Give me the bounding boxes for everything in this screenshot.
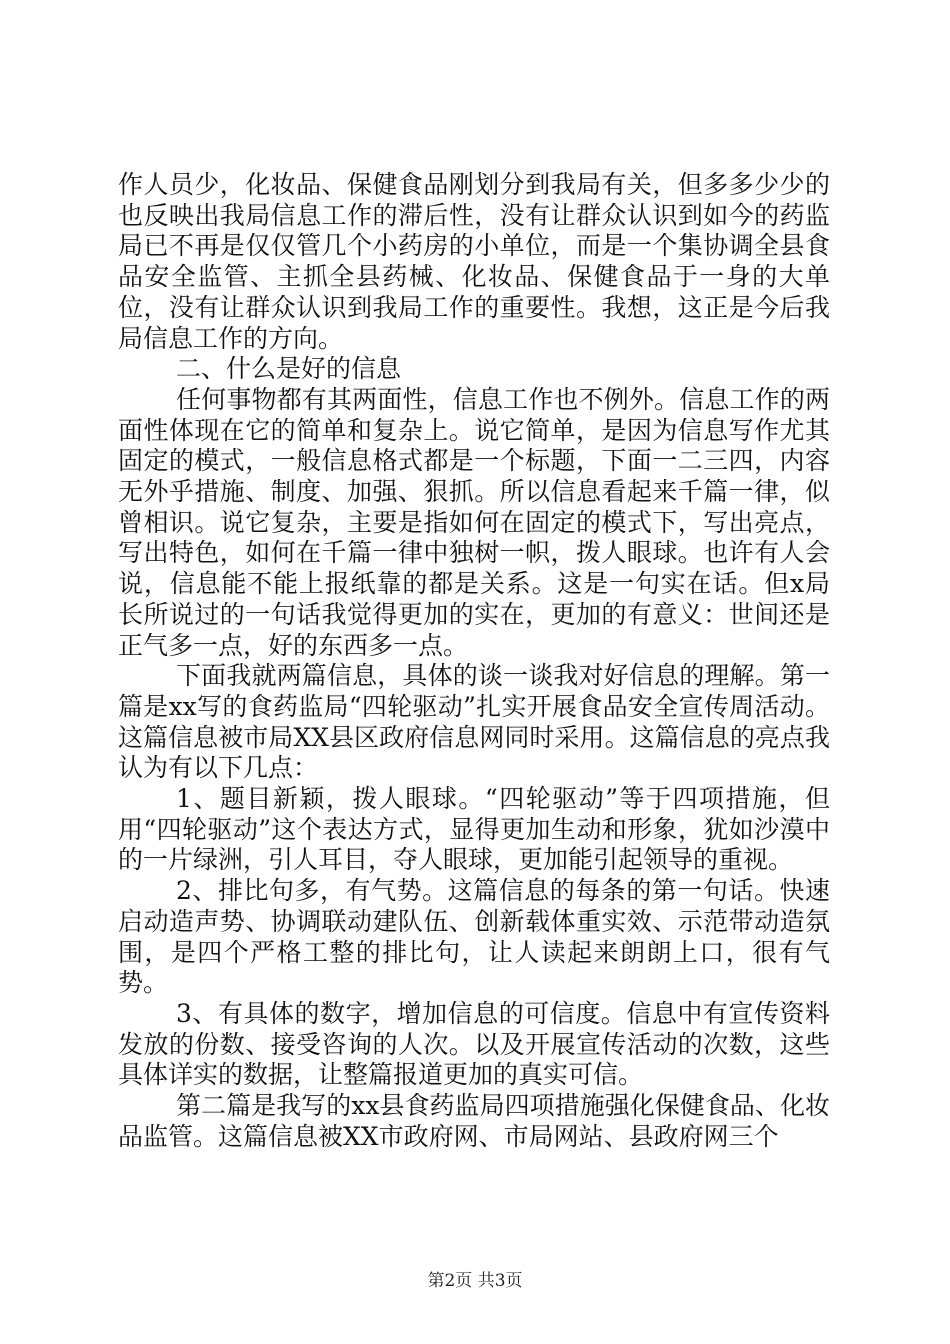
section-heading: 二、什么是好的信息 xyxy=(176,354,402,384)
paragraph-3: 下面我就两篇信息，具体的谈一谈我对好信息的理解。第一篇是xx写的食药监局“四轮驱动”扎实开展食品安全宣传周活动。这篇信息被市局XX县区政府信息网同时采用。这篇信息的亮点我认为有以下几点： xyxy=(118,661,830,783)
paragraph-1: 作人员少，化妆品、保健食品刚划分到我局有关，但多多少少的也反映出我局信息工作的滞后性，没有让群众认识到如今的药监局已不再是仅仅管几个小药房的小单位，而是一个集协调全县食品安全监管、主抓全县药械、化妆品、保健食品于一身的大单位，没有让群众认识到我局工作的重要性。我想，这正是今后我局信息工作的方向。 xyxy=(118,170,830,353)
paragraph-4: 第二篇是我写的xx县食药监局四项措施强化保健食品、化妆品监管。这篇信息被XX市政府网、市局网站、县政府网三个 xyxy=(118,1091,830,1151)
paragraph-point-3: 3、有具体的数字，增加信息的可信度。信息中有宣传资料发放的份数、接受咨询的人次。以及开展宣传活动的次数，这些具体详实的数据，让整篇报道更加的真实可信。 xyxy=(118,998,830,1090)
paragraph-point-2: 2、排比句多，有气势。这篇信息的每条的第一句话。快速启动造声势、协调联动建队伍、创新载体重实效、示范带动造氛围，是四个严格工整的排比句，让人读起来朗朗上口，很有气势。 xyxy=(118,876,830,998)
paragraph-2: 任何事物都有其两面性，信息工作也不例外。信息工作的两面性体现在它的简单和复杂上。说它简单，是因为信息写作尤其固定的模式，一般信息格式都是一个标题，下面一二三四，内容无外乎措施、制度、加强、狠抓。所以信息看起来千篇一律，似曾相识。说它复杂，主要是指如何在固定的模式下，写出亮点，写出特色，如何在千篇一律中独树一帜，拨人眼球。也许有人会说，信息能不能上报纸靠的都是关系。这是一句实在话。但x局长所说过的一句话我觉得更加的实在，更加的有意义：世间还是正气多一点，好的东西多一点。 xyxy=(118,384,830,660)
document-body xyxy=(118,170,830,1153)
page-footer: 第2页 共3页 xyxy=(427,1271,523,1291)
paragraph-point-1: 1、题目新颖，拨人眼球。“四轮驱动”等于四项措施，但用“四轮驱动”这个表达方式，显得更加生动和形象，犹如沙漠中的一片绿洲，引人耳目，夺人眼球，更加能引起领导的重视。 xyxy=(118,784,830,875)
